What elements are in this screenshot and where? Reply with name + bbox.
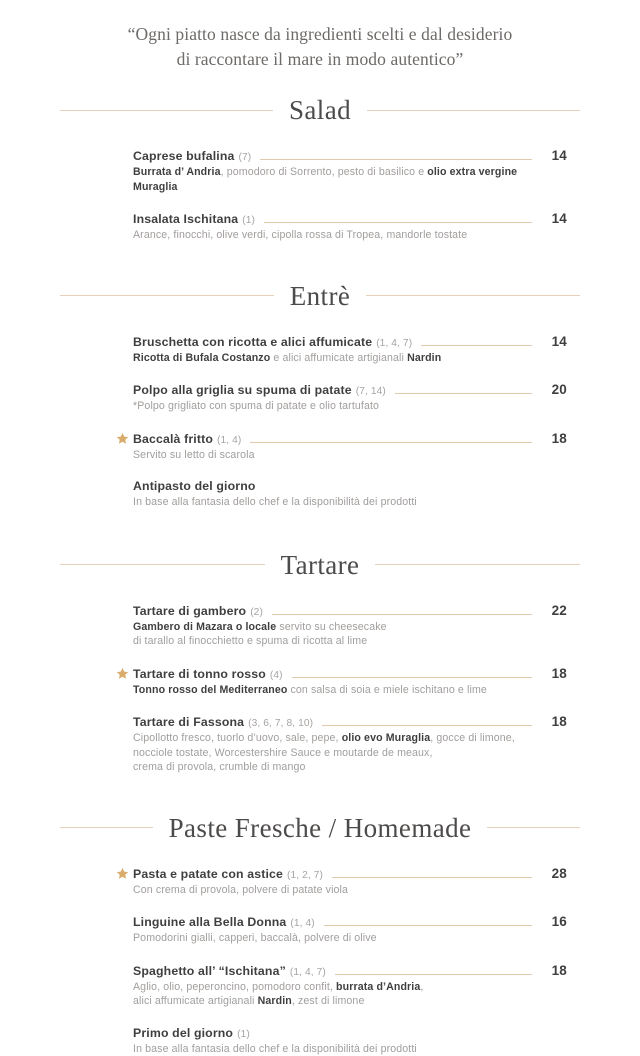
section-rule-left bbox=[60, 110, 273, 111]
menu-item-description: Gambero di Mazara o locale servito su cheesecake di tarallo al finocchietto e spuma di ricotta al lime bbox=[133, 620, 563, 649]
menu-item-description: Aglio, olio, peperoncino, pomodoro confit, burrata d’Andria, alici affumicate artigianali Nardin, zest di limone bbox=[133, 980, 563, 1009]
section-title-paste: Paste Fresche / Homemade bbox=[169, 812, 472, 844]
star-icon bbox=[116, 667, 129, 680]
menu-item[interactable] bbox=[133, 382, 567, 414]
menu-item-name: Bruschetta con ricotta e alici affumicate bbox=[133, 335, 372, 349]
section-rule-left bbox=[60, 295, 274, 296]
price-leader-line bbox=[264, 222, 532, 223]
menu-sections bbox=[0, 94, 640, 1056]
menu-item-allergens: (1, 4, 7) bbox=[376, 338, 412, 349]
menu-item-allergens: (1) bbox=[242, 215, 255, 226]
price-leader-line bbox=[335, 974, 532, 975]
menu-section-paste bbox=[0, 812, 640, 1056]
price-leader-line bbox=[395, 393, 532, 394]
menu-item-heading bbox=[133, 382, 567, 397]
menu-item-heading bbox=[133, 211, 567, 226]
menu-item-name: Primo del giorno bbox=[133, 1026, 233, 1040]
section-title-salad: Salad bbox=[289, 94, 351, 126]
price-leader-line bbox=[421, 345, 532, 346]
menu-item-allergens: (7) bbox=[239, 152, 252, 163]
menu-item-name: Insalata Ischitana bbox=[133, 212, 238, 226]
menu-item[interactable] bbox=[133, 148, 567, 194]
menu-item-heading bbox=[133, 334, 567, 349]
menu-item-price: 28 bbox=[541, 866, 567, 881]
menu-item-description: In base alla fantasia dello chef e la disponibilità dei prodotti bbox=[133, 495, 563, 510]
menu-section-tartare bbox=[0, 549, 640, 775]
menu-item-allergens: (1, 4) bbox=[217, 435, 241, 446]
menu-item-price: 22 bbox=[541, 603, 567, 618]
section-rule-right bbox=[487, 827, 580, 828]
menu-item[interactable] bbox=[133, 866, 567, 898]
menu-item-heading bbox=[133, 866, 567, 881]
menu-item-heading bbox=[133, 1026, 567, 1040]
star-icon bbox=[116, 867, 129, 880]
menu-section-salad bbox=[0, 94, 640, 243]
menu-item[interactable] bbox=[133, 334, 567, 366]
menu-item-price: 20 bbox=[541, 382, 567, 397]
menu-item-allergens: (1, 4) bbox=[290, 918, 314, 929]
menu-item-name: Spaghetto all’ “Ischitana” bbox=[133, 964, 286, 978]
quote-line-1: “Ogni piatto nasce da ingredienti scelti e dal desiderio bbox=[0, 22, 640, 47]
menu-item-description: Servito su letto di scarola bbox=[133, 448, 563, 463]
menu-item[interactable] bbox=[133, 211, 567, 243]
menu-item[interactable] bbox=[133, 1026, 567, 1056]
price-leader-line bbox=[272, 614, 532, 615]
menu-item[interactable] bbox=[133, 666, 567, 698]
menu-item-allergens: (7, 14) bbox=[356, 386, 386, 397]
menu-item-description: Tonno rosso del Mediterraneo con salsa di soia e miele ischitano e lime bbox=[133, 683, 563, 698]
menu-item-heading bbox=[133, 714, 567, 729]
menu-item-allergens: (1, 2, 7) bbox=[287, 870, 323, 881]
menu-item-name: Tartare di tonno rosso bbox=[133, 667, 266, 681]
menu-item-description: *Polpo grigliato con spuma di patate e olio tartufato bbox=[133, 399, 563, 414]
menu-item-list bbox=[60, 603, 580, 775]
menu-item-heading bbox=[133, 603, 567, 618]
menu-item-price: 14 bbox=[541, 148, 567, 163]
menu-item-description: Con crema di provola, polvere di patate viola bbox=[133, 883, 563, 898]
menu-item-description: Ricotta di Bufala Costanzo e alici affumicate artigianali Nardin bbox=[133, 351, 563, 366]
menu-item-heading bbox=[133, 914, 567, 929]
menu-item-name: Polpo alla griglia su spuma di patate bbox=[133, 383, 352, 397]
menu-item-description: Burrata d’ Andria, pomodoro di Sorrento, pesto di basilico e olio extra vergine Muraglia bbox=[133, 165, 563, 194]
menu-item-heading bbox=[133, 479, 567, 493]
section-rule-left bbox=[60, 827, 153, 828]
section-header-salad bbox=[60, 94, 580, 126]
section-title-entre: Entrè bbox=[290, 280, 350, 312]
menu-section-entre bbox=[0, 280, 640, 510]
price-leader-line bbox=[332, 877, 532, 878]
menu-item-list bbox=[60, 148, 580, 243]
section-rule-left bbox=[60, 564, 265, 565]
menu-item-list bbox=[60, 334, 580, 510]
menu-item-name: Pasta e patate con astice bbox=[133, 867, 283, 881]
menu-item-price: 18 bbox=[541, 666, 567, 681]
menu-item-allergens: (1, 4, 7) bbox=[290, 967, 326, 978]
section-header-paste bbox=[60, 812, 580, 844]
star-icon bbox=[116, 432, 129, 445]
price-leader-line bbox=[322, 725, 532, 726]
menu-item-allergens: (3, 6, 7, 8, 10) bbox=[248, 718, 313, 729]
menu-item-allergens: (2) bbox=[250, 607, 263, 618]
menu-item-description: Arance, finocchi, olive verdi, cipolla rossa di Tropea, mandorle tostate bbox=[133, 228, 563, 243]
menu-item-heading bbox=[133, 666, 567, 681]
section-rule-right bbox=[367, 110, 580, 111]
menu-item[interactable] bbox=[133, 963, 567, 1009]
menu-item-name: Linguine alla Bella Donna bbox=[133, 915, 286, 929]
menu-item-price: 18 bbox=[541, 714, 567, 729]
price-leader-line bbox=[324, 925, 532, 926]
section-header-tartare bbox=[60, 549, 580, 581]
menu-item-name: Caprese bufalina bbox=[133, 149, 235, 163]
menu-item[interactable] bbox=[133, 914, 567, 946]
menu-item-description: Cipollotto fresco, tuorlo d’uovo, sale, pepe, olio evo Muraglia, gocce di limone, nocciole tostate, Worcestershire Sauce e moutarde de meaux, crema di provola, crumble di mango bbox=[133, 731, 563, 775]
menu-item-name: Antipasto del giorno bbox=[133, 479, 256, 493]
menu-item-allergens: (4) bbox=[270, 670, 283, 681]
price-leader-line bbox=[265, 489, 532, 490]
menu-item-price: 18 bbox=[541, 431, 567, 446]
menu-item-name: Tartare di Fassona bbox=[133, 715, 244, 729]
section-rule-right bbox=[375, 564, 580, 565]
menu-item-description: In base alla fantasia dello chef e la disponibilità dei prodotti bbox=[133, 1042, 563, 1056]
price-leader-line bbox=[250, 442, 532, 443]
menu-item-heading bbox=[133, 148, 567, 163]
menu-item-heading bbox=[133, 431, 567, 446]
section-rule-right bbox=[366, 295, 580, 296]
quote-line-2: di raccontare il mare in modo autentico” bbox=[0, 47, 640, 72]
price-leader-line bbox=[259, 1036, 532, 1037]
price-leader-line bbox=[292, 677, 532, 678]
section-header-entre bbox=[60, 280, 580, 312]
price-leader-line bbox=[260, 159, 532, 160]
menu-item-name: Tartare di gambero bbox=[133, 604, 246, 618]
menu-item-heading bbox=[133, 963, 567, 978]
menu-item-list bbox=[60, 866, 580, 1056]
menu-item[interactable] bbox=[133, 479, 567, 510]
menu-item-allergens: (1) bbox=[237, 1029, 250, 1040]
section-title-tartare: Tartare bbox=[281, 549, 360, 581]
menu-item[interactable] bbox=[133, 431, 567, 463]
menu-item-price: 18 bbox=[541, 963, 567, 978]
menu-item[interactable] bbox=[133, 714, 567, 775]
menu-item[interactable] bbox=[133, 603, 567, 649]
menu-item-price: 16 bbox=[541, 914, 567, 929]
menu-item-description: Pomodorini gialli, capperi, baccalà, polvere di olive bbox=[133, 931, 563, 946]
menu-item-name: Baccalà fritto bbox=[133, 432, 213, 446]
header-quote bbox=[0, 0, 640, 72]
menu-item-price: 14 bbox=[541, 211, 567, 226]
menu-item-price: 14 bbox=[541, 334, 567, 349]
